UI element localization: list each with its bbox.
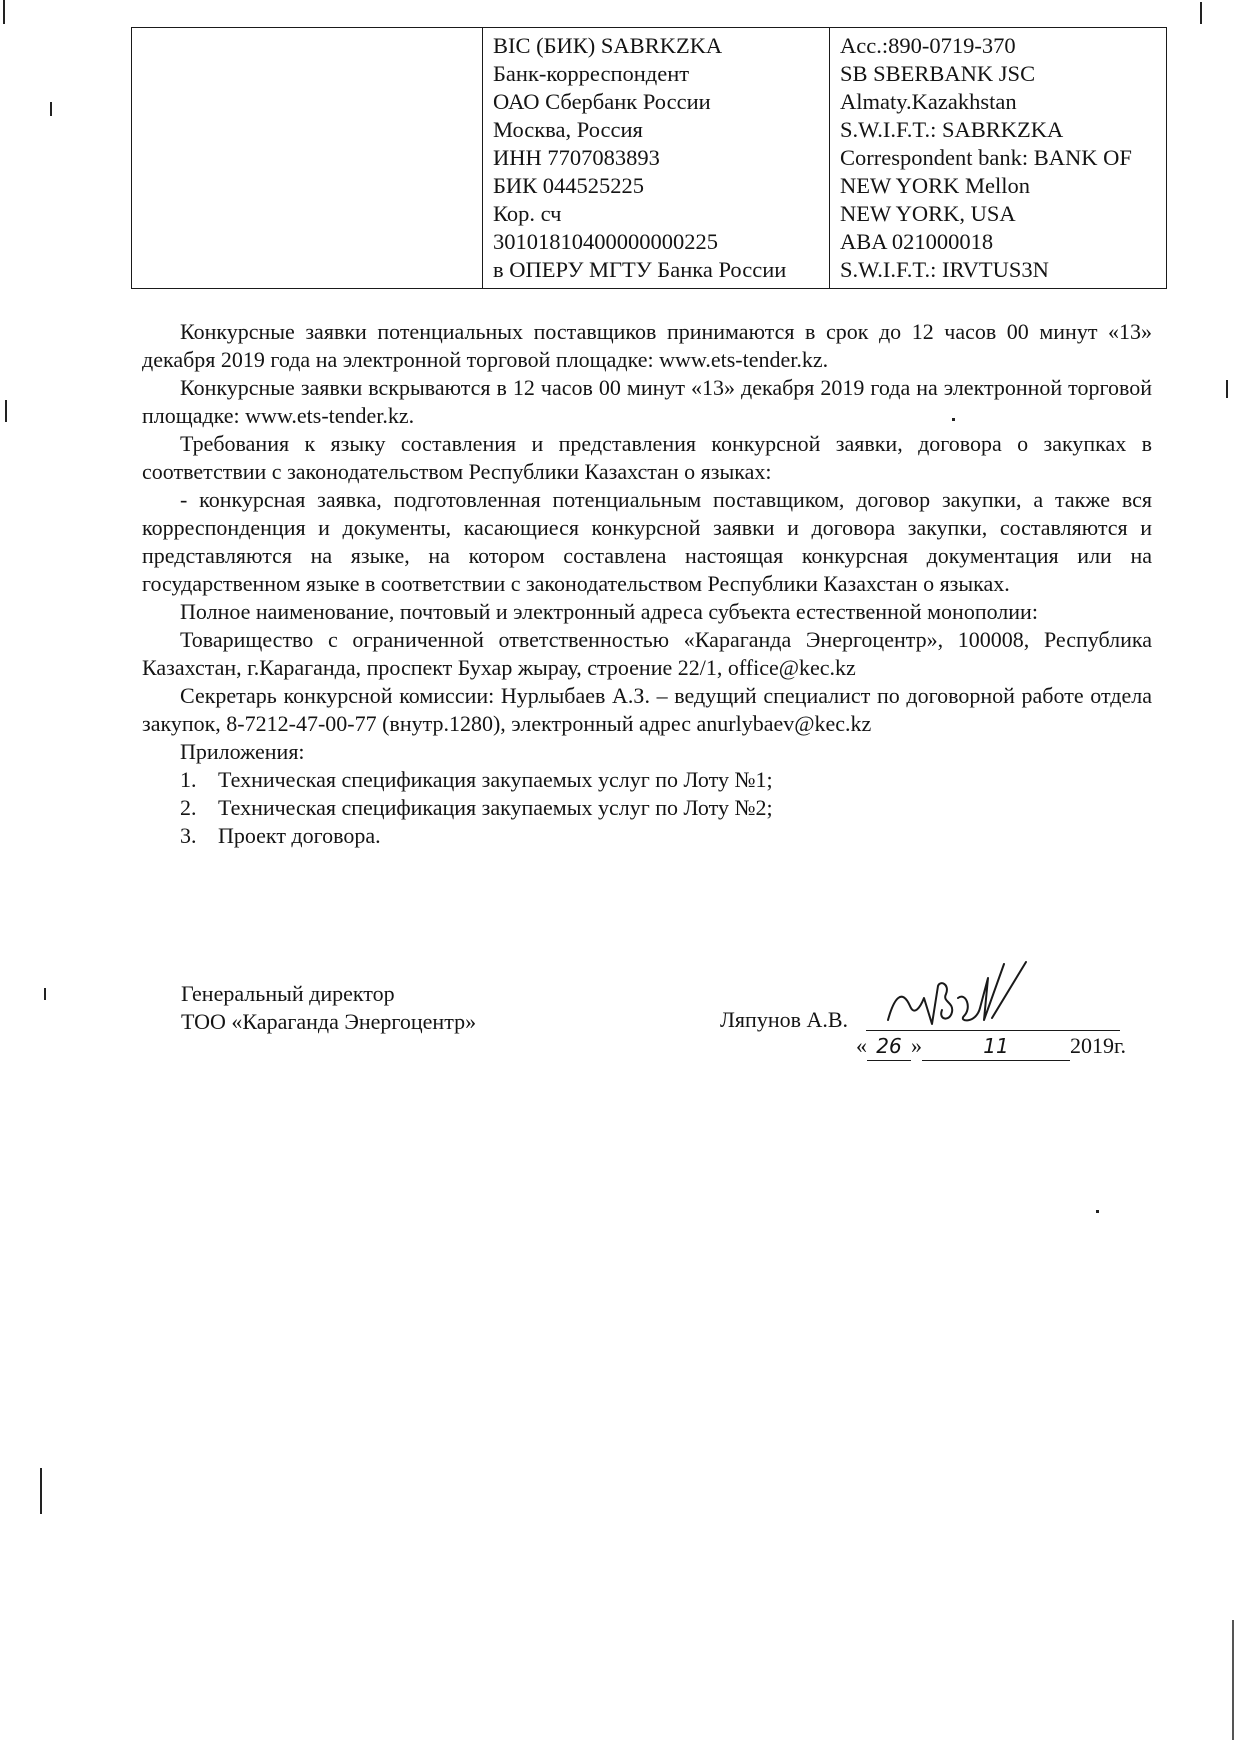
signatory-name: Ляпунов А.В. [720, 1007, 849, 1032]
bank-line: в ОПЕРУ МГТУ Банка России [493, 257, 787, 282]
bank-col-empty [132, 28, 483, 289]
bank-line: БИК 044525225 [493, 173, 645, 198]
bank-line: Москва, Россия [493, 117, 643, 142]
language-requirements-paragraph: Требования к языку составления и представления конкурсной заявки, договора о закупках в соответствии с законодательством Республики Казахстан о языках: [142, 431, 1152, 484]
entity-address-heading: Полное наименование, почтовый и электронный адреса субъекта естественной монополии: [180, 599, 1038, 624]
bank-details-table [131, 27, 1167, 289]
bank-line: S.W.I.F.T.: IRVTUS3N [840, 257, 1049, 282]
secretary-paragraph: Секретарь конкурсной комиссии: Нурлыбаев А.З. – ведущий специалист по договорной работе отдела закупок, 8-7212-47-00-77 (внутр.1280), электронный адрес anurlybaev@kec.kz [142, 683, 1152, 736]
annex-text: Техническая спецификация закупаемых услуг по Лоту №1; [218, 767, 773, 792]
bank-line: S.W.I.F.T.: SABRKZKA [840, 117, 1064, 142]
scan-artifact [1096, 1210, 1099, 1213]
bank-line: NEW YORK Mellon [840, 173, 1030, 198]
bank-line: Кор. сч [493, 201, 562, 226]
annex-title: Приложения: [180, 739, 305, 764]
list-item [142, 766, 1152, 794]
bank-line: Acc.:890-0719-370 [840, 33, 1016, 58]
scan-artifact [1232, 1620, 1234, 1740]
scan-artifact [40, 1468, 42, 1514]
scan-artifact [3, 0, 5, 24]
scan-artifact [50, 102, 52, 116]
scan-artifact [1226, 380, 1228, 398]
scan-artifact [44, 988, 46, 1000]
signature-date [856, 1032, 1126, 1061]
bank-line: 30101810400000000225 [493, 229, 718, 254]
date-month: 11 [922, 1032, 1070, 1061]
entity-address-paragraph: Товарищество с ограниченной ответственностью «Караганда Энергоцентр», 100008, Республика Казахстан, г.Караганда, проспект Бухар жырау, строение 22/1, office@kec.kz [142, 627, 1152, 680]
annex-text: Проект договора. [218, 823, 381, 848]
date-open-quote: « [856, 1033, 867, 1058]
scan-artifact [5, 400, 7, 422]
bank-col-english [830, 28, 1167, 289]
annex-number: 2. [180, 795, 197, 820]
date-year: 2019г. [1070, 1033, 1127, 1058]
bank-line: ABA 021000018 [840, 229, 994, 254]
scan-artifact [952, 418, 955, 421]
bank-line: Almaty.Kazakhstan [840, 89, 1017, 114]
signatory-position: Генеральный директор [181, 981, 395, 1006]
handwritten-signature [880, 958, 1050, 1038]
bank-col-russian [483, 28, 830, 289]
submission-deadline-paragraph: Конкурсные заявки потенциальных поставщиков принимаются в срок до 12 часов 00 минут «13» декабря 2019 года на электронной торговой площадке: www.ets-tender.kz. [142, 319, 1152, 372]
bank-line: BIC (БИК) SABRKZKA [493, 33, 723, 58]
bank-line: ОАО Сбербанк России [493, 89, 711, 114]
annex-list [142, 766, 1152, 850]
opening-time-paragraph: Конкурсные заявки вскрываются в 12 часов 00 минут «13» декабря 2019 года на электронной торговой площадке: www.ets-tender.kz. [142, 375, 1152, 428]
signatory-block [181, 980, 476, 1036]
annex-number: 1. [180, 767, 197, 792]
bank-line: Банк-корреспондент [493, 61, 690, 86]
scan-artifact [1200, 2, 1202, 24]
document-body [142, 318, 1152, 850]
bank-line: ИНН 7707083893 [493, 145, 660, 170]
list-item [142, 822, 1152, 850]
annex-number: 3. [180, 823, 197, 848]
annex-text: Техническая спецификация закупаемых услуг по Лоту №2; [218, 795, 773, 820]
bank-line: SB SBERBANK JSC [840, 61, 1036, 86]
list-item [142, 794, 1152, 822]
bank-line: NEW YORK, USA [840, 201, 1016, 226]
signatory-company: ТОО «Караганда Энергоцентр» [181, 1009, 477, 1034]
language-rule-paragraph: - конкурсная заявка, подготовленная потенциальным поставщиком, договор закупки, а также вся корреспонденция и документы, касающиеся конкурсной заявки и договора закупки, составляются и представляются на языке, на котором составлена настоящая конкурсная документация или на государственном языке в соответствии с законодательством Республики Казахстан о языках. [142, 487, 1152, 596]
date-close-quote: » [911, 1033, 922, 1058]
bank-line: Correspondent bank: BANK OF [840, 145, 1132, 170]
date-day: 26 [867, 1032, 911, 1061]
table-row [132, 28, 1167, 289]
